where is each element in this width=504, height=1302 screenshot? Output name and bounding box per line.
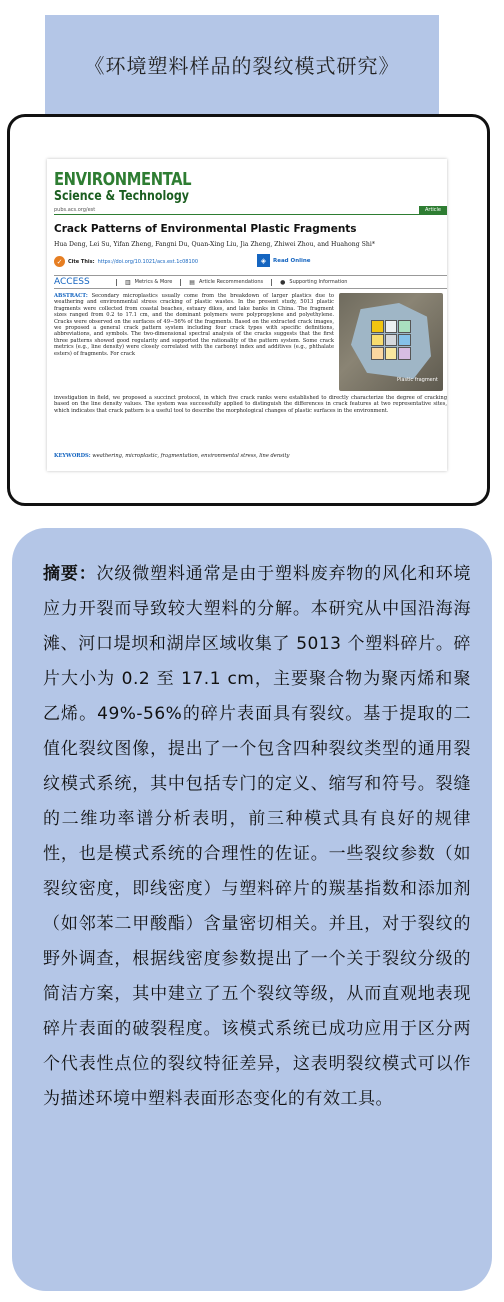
summary-text — [43, 557, 471, 1117]
keywords-label: KEYWORDS: — [54, 453, 91, 459]
access-label: ACCESS — [54, 277, 90, 287]
cite-icon: ✓ — [54, 256, 65, 267]
recommendations-label: Article Recommendations — [198, 279, 264, 285]
summary-card — [12, 528, 492, 1291]
access-bar — [54, 275, 447, 289]
read-online-button[interactable] — [257, 254, 311, 267]
cite-label: Cite This: — [68, 258, 95, 265]
keywords — [54, 453, 447, 459]
paper-frame — [7, 114, 490, 506]
title-banner — [45, 15, 439, 114]
paper-screenshot — [47, 159, 447, 471]
abstract-text-1: Secondary microplastics usually come from the breakdown of larger plastics due to weathering and environmental stress cracking of plastic wastes. In the present study, 5013 plastic fragments were collected from coastal beaches, estuary dikes, and lake banks in China. The fragment sizes ranged from 0.2 to 17.1 cm, and the dominant polymers were polypropylene and polyethylene. Cracks were observed on the surfaces of 49−56% of the fragments. Based on the extracted crack images, we proposed a general crack pattern system including four crack types with specific definitions, abbreviations, and symbols. The two-dimensional spectral analysis of the cracks suggests that the first three patterns showed good regularity and supported the rationality of the pattern system. Some crack metrics (e.g., line density) were closely correlated with the carbonyl index and additives (e.g., phthalate esters) of fragments. For crack — [54, 293, 335, 357]
recommendations-link[interactable] — [180, 279, 263, 286]
toc-graphic — [339, 293, 443, 391]
paper-authors: Hua Deng, Lei Su, Yifan Zheng, Fangni Du, Quan-Xing Liu, Jia Zheng, Zhiwei Zhou, and Huahong Shi* — [54, 241, 375, 248]
info-icon: ● — [280, 278, 286, 286]
paper-title: Crack Patterns of Environmental Plastic Fragments — [54, 223, 357, 235]
crack-pattern-grid — [371, 320, 411, 360]
site-url[interactable]: pubs.acs.org/est — [54, 207, 96, 213]
metrics-link[interactable] — [116, 279, 172, 286]
header-divider — [54, 214, 447, 215]
cite-row — [54, 256, 198, 267]
read-online-icon: ◈ — [257, 254, 270, 267]
metrics-label: Metrics & More — [134, 279, 173, 285]
article-tag: Article — [419, 206, 447, 214]
abstract-first-part — [54, 293, 334, 357]
supporting-info-label: Supporting Information — [289, 279, 348, 285]
journal-logo-top: ENVIRONMENTAL — [54, 169, 192, 190]
journal-logo — [54, 171, 221, 203]
supporting-info-link[interactable] — [271, 279, 347, 286]
graphic-caption: Plastic fragment — [397, 377, 438, 383]
page-title: 《环境塑料样品的裂纹模式研究》 — [84, 54, 400, 78]
bar-chart-icon: ▥ — [125, 278, 131, 286]
summary-label: 摘要： — [43, 564, 97, 584]
abstract-label: ABSTRACT: — [54, 293, 88, 299]
summary-body: 次级微塑料通常是由于塑料废弃物的风化和环境应力开裂而导致较大塑料的分解。本研究从中国沿海海滩、河口堤坝和湖岸区域收集了 5013 个塑料碎片。碎片大小为 0.2 至 17.1 cm，主要聚合物为聚丙烯和聚乙烯。49%-56%的碎片表面具有裂纹。基于提取的二值化裂纹图像，提出了一个包含四种裂纹类型的通用裂纹模式系统，其中包括专门的定义、缩写和符号。裂缝的二维功率谱分析表明，前三种模式具有良好的规律性，也是模式系统的合理性的佐证。一些裂纹参数（如裂纹密度，即线密度）与塑料碎片的羰基指数和添加剂（如邻苯二甲酸酯）含量密切相关。并且，对于裂纹的野外调查，根据线密度参数提出了一个关于裂纹分级的简洁方案，其中建立了五个裂纹等级，从而直观地表现碎片表面的破裂程度。该模式系统已成功应用于区分两个代表性点位的裂纹特征差异，这表明裂纹模式可以作为描述环境中塑料表面形态变化的有效工具。 — [43, 564, 472, 1109]
keywords-value: weathering, microplastic, fragmentation, environmental stress, line density — [92, 453, 290, 459]
doi-link[interactable]: https://doi.org/10.1021/acs.est.1c08100 — [97, 258, 199, 265]
journal-logo-bottom: Science & Technology — [54, 189, 189, 204]
read-online-label: Read Online — [273, 257, 311, 264]
abstract-second-part: investigation in field, we proposed a succinct protocol, in which five crack ranks were established to directly characterize the degree of cracking based on the line density values. The system was successfully applied to distinguish the differences in crack features at two representative sites, which indicates that crack pattern is a useful tool to describe the morphological changes of plastic surfaces in the environment. — [54, 395, 447, 414]
document-icon: ▤ — [189, 278, 195, 286]
